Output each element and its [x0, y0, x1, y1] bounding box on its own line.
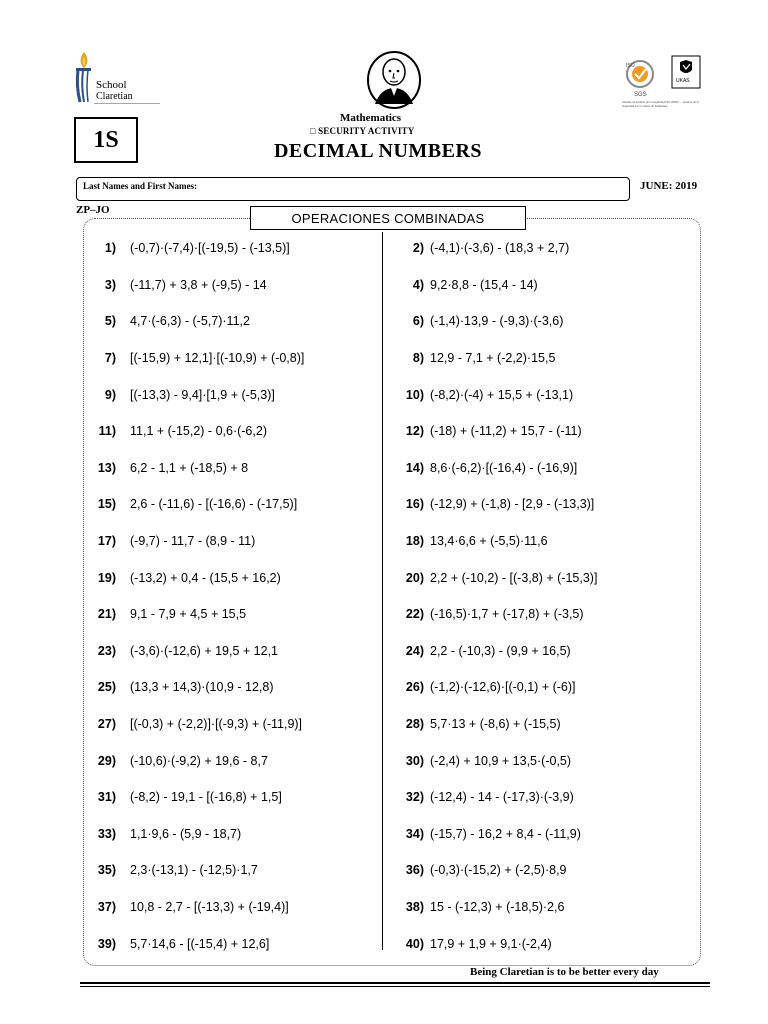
footer-motto: Being Claretian is to be better every day: [470, 966, 659, 978]
exercise-expression: [(-0,3) + (-2,2)]·[(-9,3) + (-11,9)]: [130, 717, 303, 732]
exercise-expression: 5,7·13 + (-8,6) + (-15,5): [430, 717, 561, 732]
exercise-item: [392, 669, 692, 706]
exercise-number: 8): [412, 351, 424, 366]
section-title: OPERACIONES COMBINADAS: [250, 206, 526, 230]
exercise-item: [392, 742, 692, 779]
group-code: ZP–JO: [76, 204, 110, 216]
exercise-number: 12): [405, 424, 424, 439]
exercise-item: [392, 486, 692, 523]
exercise-item: [88, 816, 388, 853]
exercise-number: 11): [98, 424, 116, 439]
exercise-item: [392, 816, 692, 853]
exercise-expression: 6,2 - 1,1 + (-18,5) + 8: [130, 460, 249, 475]
exercise-item: [88, 742, 388, 779]
exercise-number: 24): [405, 643, 424, 658]
exercise-number: 16): [405, 497, 424, 512]
exercise-number: 36): [405, 863, 424, 878]
exercise-expression: 2,3·(-13,1) - (-12,5)·1,7: [130, 863, 258, 878]
certification-text: Sistema de Gestión de la Seguridad ISO 28000 — Gestión de la Seguridad en la Cadena de Suministro: [622, 100, 699, 108]
exercise-item: [392, 633, 692, 670]
exercise-expression: 11,1 + (-15,2) - 0,6·(-6,2): [130, 424, 267, 439]
exercise-number: 28): [405, 717, 424, 732]
exercise-number: 40): [405, 936, 424, 951]
logo-underline: [94, 103, 160, 104]
exercise-expression: (-15,7) - 16,2 + 8,4 - (-11,9): [430, 826, 581, 841]
exercise-number: 33): [97, 826, 116, 841]
exercise-column-left: [88, 230, 388, 962]
exercise-item: [392, 376, 692, 413]
date-label: JUNE: 2019: [640, 180, 698, 192]
sgs-iso-icon: [626, 61, 653, 98]
exercise-number: 4): [412, 277, 424, 292]
exercise-expression: 2,2 - (-10,3) - (9,9 + 16,5): [430, 643, 571, 658]
exercise-number: 1): [104, 241, 116, 256]
name-field-label: Last Names and First Names:: [83, 181, 197, 191]
exercise-number: 31): [97, 790, 116, 805]
exercise-expression: 8,6·(-6,2)·[(-16,4) - (-16,9)]: [430, 460, 578, 475]
exercise-expression: (-0,7)·(-7,4)·[(-19,5) - (-13,5)]: [130, 241, 290, 256]
exercise-item: [88, 559, 388, 596]
exercise-expression: 9,1 - 7,9 + 4,5 + 15,5: [130, 607, 247, 622]
exercise-number: 15): [97, 497, 116, 512]
exercise-number: 25): [97, 680, 116, 695]
exercise-expression: (-0,3)·(-15,2) + (-2,5)·8,9: [430, 863, 567, 878]
exercise-item: [392, 303, 692, 340]
exercise-item: [392, 230, 692, 267]
exercise-number: 2): [412, 241, 424, 256]
exercise-expression: (-9,7) - 11,7 - (8,9 - 11): [130, 534, 256, 549]
exercise-item: [392, 779, 692, 816]
exercise-number: 20): [405, 570, 424, 585]
founder-portrait: [365, 50, 423, 112]
exercise-item: [88, 852, 388, 889]
exercise-item: [88, 523, 388, 560]
exercise-number: 39): [97, 936, 116, 951]
exercise-expression: 17,9 + 1,9 + 9,1·(-2,4): [430, 936, 552, 951]
exercise-expression: (-16,5)·1,7 + (-17,8) + (-3,5): [430, 607, 584, 622]
svg-text:UKAS: UKAS: [676, 78, 690, 84]
exercise-expression: (-13,2) + 0,4 - (15,5 + 16,2): [130, 570, 281, 585]
exercise-expression: 9,2·8,8 - (15,4 - 14): [430, 277, 538, 292]
exercise-expression: (-12,4) - 14 - (-17,3)·(-3,9): [430, 790, 574, 805]
exercise-expression: 1,1·9,6 - (5,9 - 18,7): [130, 826, 242, 841]
exercise-number: 5): [104, 314, 116, 329]
exercise-expression: (-4,1)·(-3,6) - (18,3 + 2,7): [430, 241, 570, 256]
exercise-number: 29): [97, 753, 116, 768]
exercise-number: 23): [97, 643, 116, 658]
exercise-number: 10): [405, 387, 424, 402]
exercise-item: [88, 413, 388, 450]
exercise-item: [392, 596, 692, 633]
exercise-number: 37): [97, 899, 116, 914]
exercise-expression: 12,9 - 7,1 + (-2,2)·15,5: [430, 351, 556, 366]
exercise-expression: (-3,6)·(-12,6) + 19,5 + 12,1: [130, 643, 278, 658]
exercise-expression: (-2,4) + 10,9 + 13,5·(-0,5): [430, 753, 572, 768]
exercise-item: [88, 779, 388, 816]
svg-text:ISO: ISO: [626, 63, 635, 69]
exercise-item: [88, 303, 388, 340]
exercise-expression: 10,8 - 2,7 - [(-13,3) + (-19,4)]: [130, 899, 289, 914]
exercise-number: 18): [405, 534, 424, 549]
exercise-number: 35): [97, 863, 116, 878]
school-logo: [74, 50, 164, 108]
exercise-expression: (-18) + (-11,2) + 15,7 - (-11): [430, 424, 582, 439]
exercise-number: 17): [97, 534, 116, 549]
exercise-item: [392, 852, 692, 889]
subject-label: Mathematics: [340, 112, 402, 124]
exercise-expression: [(-13,3) - 9,4]·[1,9 + (-5,3)]: [130, 387, 275, 402]
exercise-expression: (-11,7) + 3,8 + (-9,5) - 14: [130, 277, 267, 292]
exercise-item: [392, 340, 692, 377]
exercise-expression: (13,3 + 14,3)·(10,9 - 12,8): [130, 680, 274, 695]
exercise-expression: (-12,9) + (-1,8) - [2,9 - (-13,3)]: [430, 497, 595, 512]
exercise-number: 3): [104, 277, 116, 292]
exercise-number: 6): [412, 314, 424, 329]
exercise-number: 34): [405, 826, 424, 841]
activity-label: □ SECURITY ACTIVITY: [310, 126, 415, 136]
exercise-expression: (-10,6)·(-9,2) + 19,6 - 8,7: [130, 753, 268, 768]
exercise-expression: 2,2 + (-10,2) - [(-3,8) + (-15,3)]: [430, 570, 598, 585]
exercise-expression: (-1,2)·(-12,6)·[(-0,1) + (-6)]: [430, 680, 576, 695]
exercise-item: [392, 523, 692, 560]
exercise-number: 32): [405, 790, 424, 805]
exercise-item: [392, 450, 692, 487]
exercise-item: [88, 450, 388, 487]
exercise-expression: 4,7·(-6,3) - (-5,7)·11,2: [130, 314, 250, 329]
exercise-item: [88, 925, 388, 962]
exercise-item: [392, 706, 692, 743]
exercise-number: 9): [104, 387, 116, 402]
footer-rule: [80, 982, 710, 984]
exercise-number: 30): [405, 753, 424, 768]
exercise-item: [392, 889, 692, 926]
exercise-expression: (-1,4)·13,9 - (-9,3)·(-3,6): [430, 314, 564, 329]
exercise-number: 14): [405, 460, 424, 475]
level-box: 1S: [74, 117, 138, 163]
page-title: DECIMAL NUMBERS: [273, 140, 483, 162]
exercise-item: [392, 267, 692, 304]
exercise-number: 27): [97, 717, 116, 732]
exercise-expression: (-8,2) - 19,1 - [(-16,8) + 1,5]: [130, 790, 282, 805]
exercise-item: [88, 340, 388, 377]
exercise-number: 13): [97, 460, 116, 475]
exercise-expression: 15 - (-12,3) + (-18,5)·2,6: [430, 899, 565, 914]
exercise-expression: [(-15,9) + 12,1]·[(-10,9) + (-0,8)]: [130, 351, 305, 366]
school-name-line1: School: [96, 79, 127, 91]
exercise-number: 22): [405, 607, 424, 622]
exercise-expression: 2,6 - (-11,6) - [(-16,6) - (-17,5)]: [130, 497, 298, 512]
exercise-number: 26): [405, 680, 424, 695]
exercise-item: [88, 669, 388, 706]
exercise-expression: (-8,2)·(-4) + 15,5 + (-13,1): [430, 387, 574, 402]
ukas-icon: [672, 56, 700, 88]
exercise-expression: 5,7·14,6 - [(-15,4) + 12,6]: [130, 936, 270, 951]
school-name-line2: Claretian: [96, 91, 133, 102]
torch-icon: [74, 50, 94, 106]
exercise-item: [392, 559, 692, 596]
exercise-item: [392, 413, 692, 450]
exercise-column-right: [392, 230, 692, 962]
exercise-item: [88, 633, 388, 670]
exercise-item: [392, 925, 692, 962]
exercise-number: 21): [97, 607, 116, 622]
exercise-number: 7): [104, 351, 116, 366]
name-field[interactable]: [76, 177, 630, 201]
exercise-number: 19): [97, 570, 116, 585]
exercise-item: [88, 596, 388, 633]
exercise-item: [88, 267, 388, 304]
exercise-item: [88, 230, 388, 267]
exercise-number: 38): [405, 899, 424, 914]
svg-text:SGS: SGS: [634, 92, 647, 98]
school-name: [96, 80, 133, 102]
footer-rule-thin: [80, 986, 710, 987]
exercise-item: [88, 376, 388, 413]
exercise-expression: 13,4·6,6 + (-5,5)·11,6: [430, 534, 548, 549]
exercise-item: [88, 889, 388, 926]
exercise-item: [88, 486, 388, 523]
exercise-item: [88, 706, 388, 743]
